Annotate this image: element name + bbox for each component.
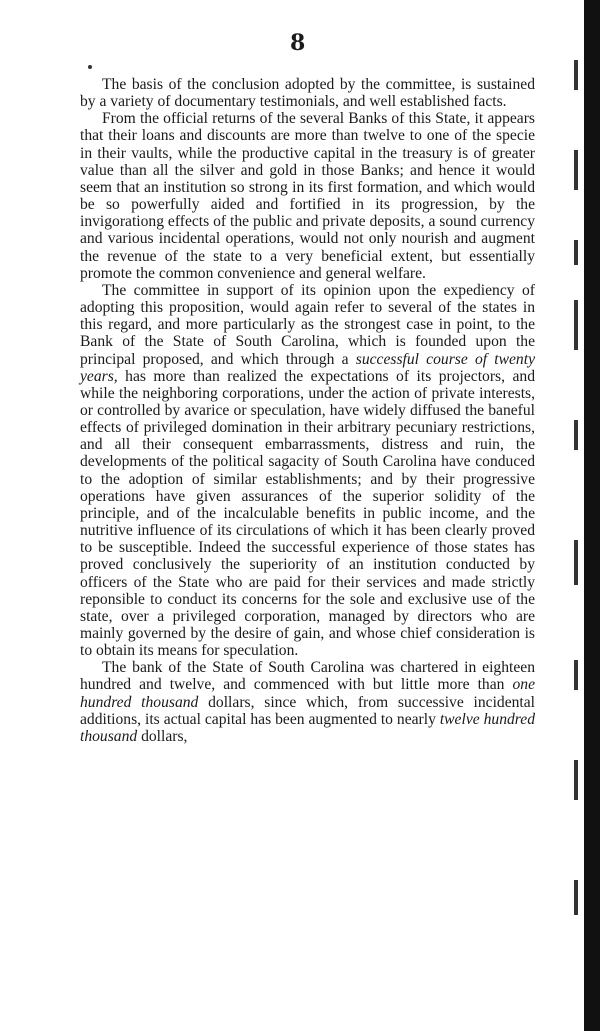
edge-mark bbox=[574, 880, 578, 915]
paragraph-text: From the official returns of the several Banks of this State, it appears that their loans and discounts are more than twelve to one of the specie in their vaults, while the productive capital in the treasury is of greater value than all the silver and gold in those Banks; and hence it would seem that an institution so strong in its first formation, and which would be so powerfully aided and fortified in its progression, by the invigorationg effects of the public and private deposits, a sound currency and various incidental operations, would not only nourish and augment the revenue of the state to a very beneficial extent, but essentially promote the common convenience and general welfare. bbox=[80, 110, 535, 282]
paragraph-text: The committee in support of its opinion upon the expediency of adopting this proposition, would again refer to several of the states in this regard, and more particularly as the strongest case in point, to the Bank of the State of South Carolina, which is founded upon the principal proposed, and which through a bbox=[80, 281, 535, 368]
edge-mark bbox=[574, 300, 578, 350]
edge-mark bbox=[574, 660, 578, 690]
edge-mark bbox=[574, 150, 578, 190]
paragraph-text: dollars, since which, from successive incidental additions, its actual capital has been augmented to nearly bbox=[80, 693, 535, 728]
paragraph bbox=[80, 659, 535, 745]
italic-phrase: twelve hundred thousand bbox=[80, 710, 535, 745]
paragraph-text: The bank of the State of South Carolina was chartered in eighteen hundred and twelve, and commenced with but little more than bbox=[80, 659, 535, 694]
paragraph bbox=[80, 110, 535, 282]
paragraph-text: has more than realized the expectations of its projectors, and while the neighboring corporations, under the action of private interests, or controlled by avarice or speculation, have widely diffused the baneful effects of privileged domination in their arbitrary pecuniary restrictions, and all their consequent embarrassments, distress and ruin, the developments of the political sagacity of South Carolina have conduced to the adoption of similar establishments; and by their progressive operations have given assurances of the superior solidity of the principle, and of the incalculable benefits in public income, and the nutritive influence of its circulations of which it has been clearly proved to be susceptible. Indeed the successful experience of those states has proved conclusively the superiority of an institution conducted by officers of the State who are paid for their services and made strictly reponsible to conduct its concerns for the sole and exclusive use of the state, over a privileged corporation, managed by directors who are mainly governed by the desire of gain, and whose chief consideration is to obtain its means for speculation. bbox=[80, 367, 535, 660]
edge-mark bbox=[574, 760, 578, 800]
paragraph-text: The basis of the conclusion adopted by the committee, is sustained by a variety of documentary testimonials, and well established facts. bbox=[80, 76, 535, 111]
paragraph bbox=[80, 76, 535, 110]
edge-mark bbox=[574, 60, 578, 90]
edge-mark bbox=[574, 420, 578, 450]
binding-shadow bbox=[584, 0, 600, 1031]
scanned-page-edge bbox=[562, 0, 600, 1031]
paragraph bbox=[80, 282, 535, 659]
edge-mark bbox=[574, 540, 578, 585]
italic-phrase: successful course of twenty years, bbox=[80, 350, 535, 385]
paragraph-text: dollars, bbox=[137, 727, 188, 745]
italic-phrase: one hundred thousand bbox=[80, 676, 535, 711]
page-number: 8 bbox=[290, 30, 306, 56]
body-text bbox=[80, 76, 535, 745]
ink-speck bbox=[88, 65, 92, 69]
edge-mark bbox=[574, 240, 578, 265]
